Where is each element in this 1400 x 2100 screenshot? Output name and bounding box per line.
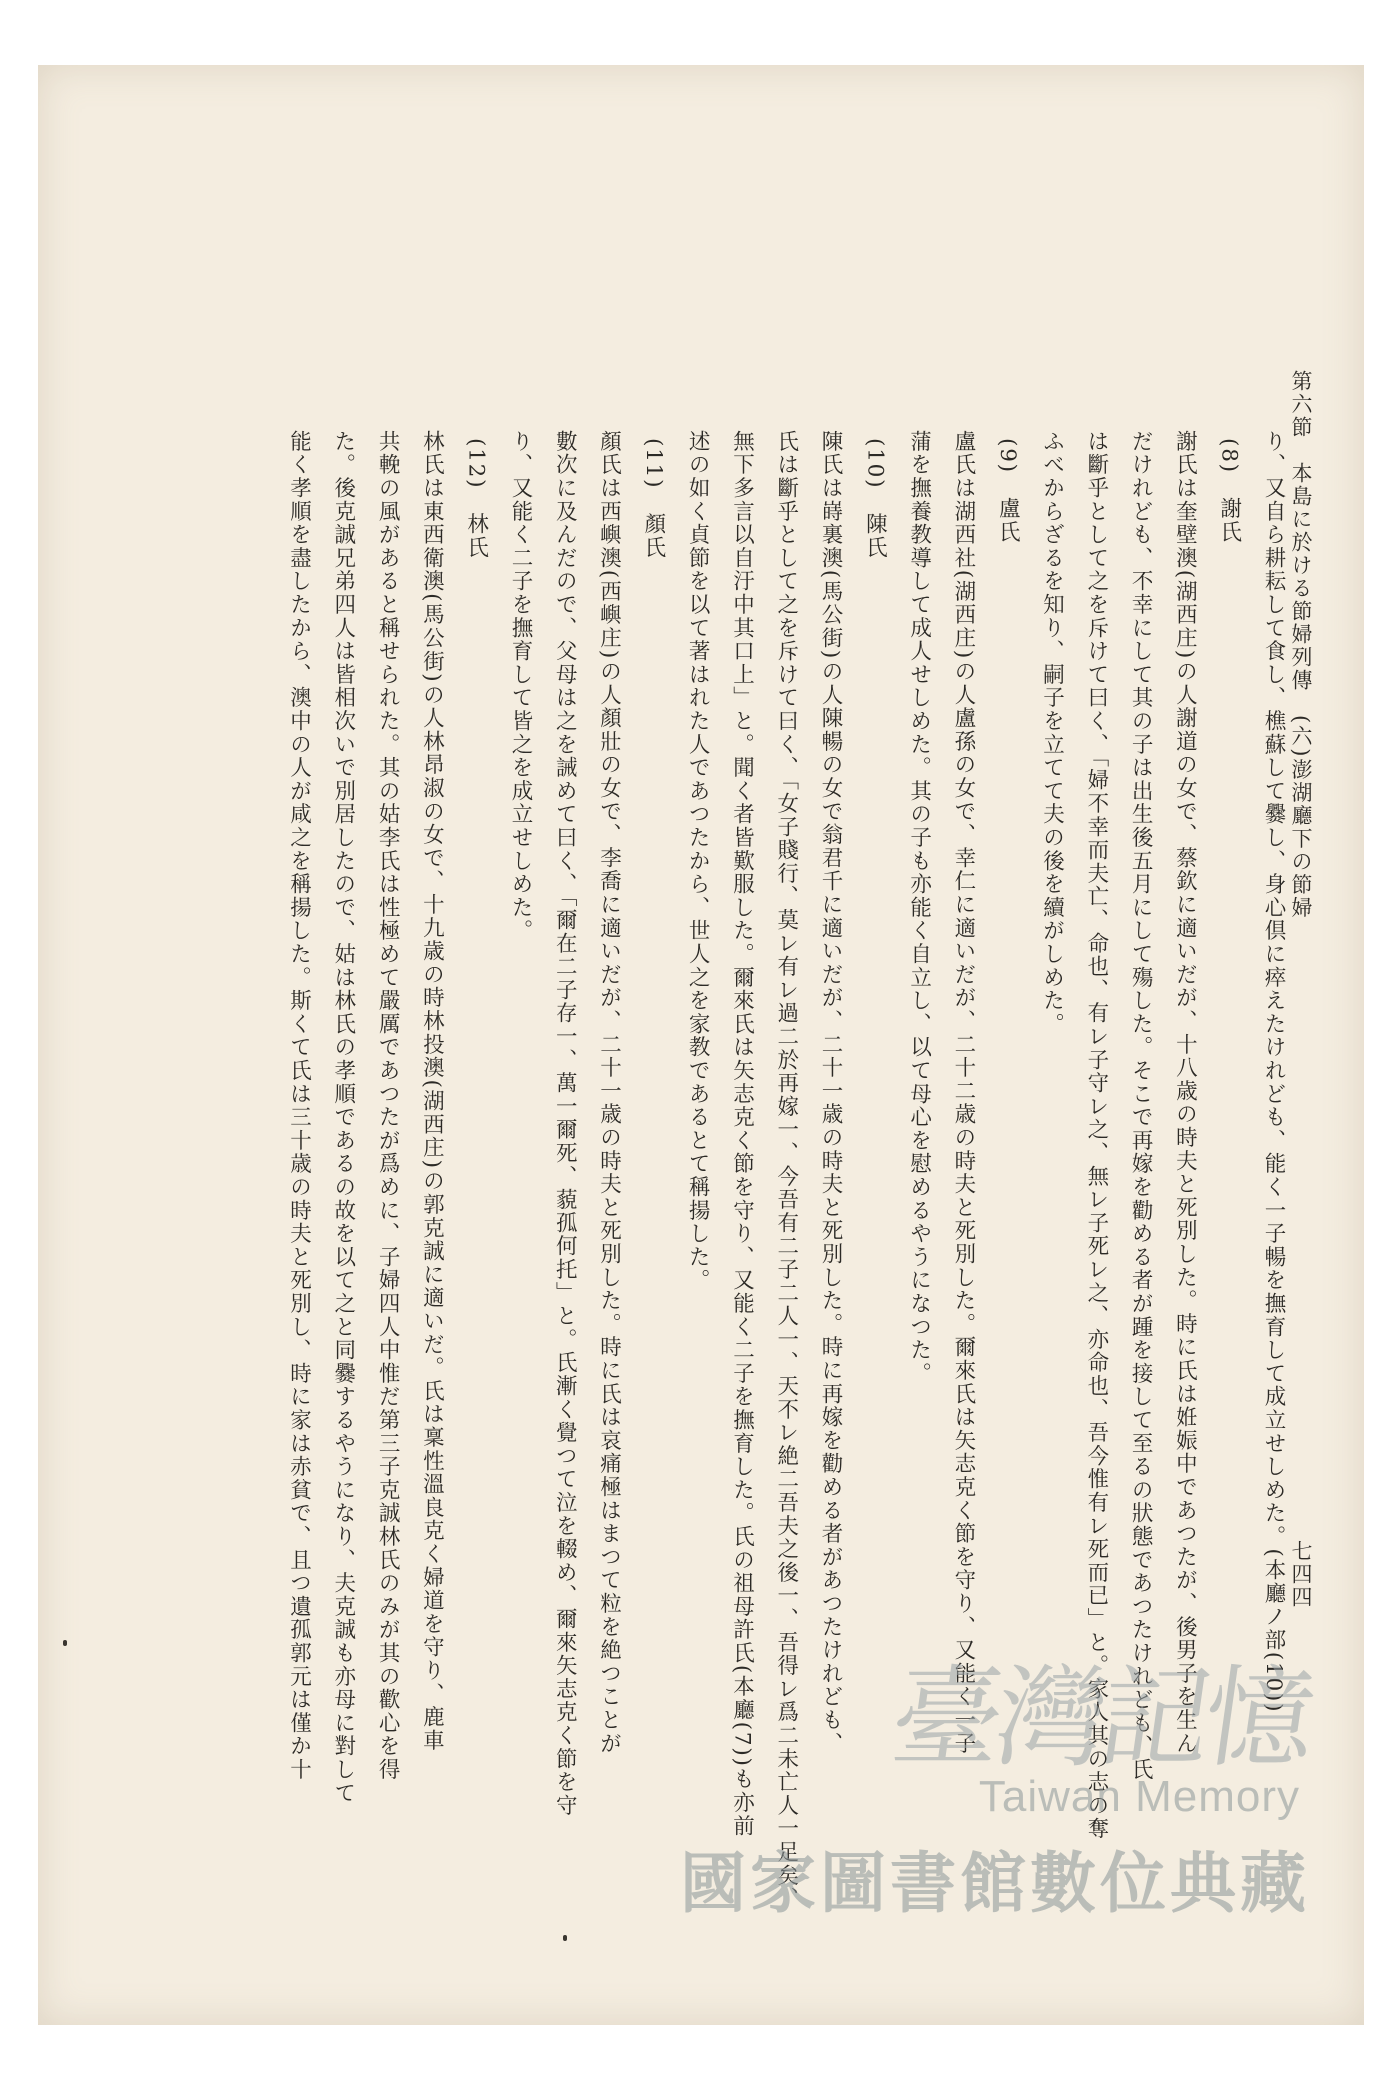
section-heading: (11) 顏氏 xyxy=(640,438,666,560)
text-line: だけれども、不幸にして其の子は出生後五月にして殤した。そこで再嫁を勸める者が踵を接して至るの狀態であつたけれども、氏 xyxy=(1128,430,1154,1782)
text-line: 盧氏は湖西社(湖西庄)の人盧孫の女で、幸仁に適いだが、二十二歳の時夫と死別した。爾來氏は矢志克く節を守り、又能く一子 xyxy=(950,430,976,1756)
text-line: た。後克誠兄弟四人は皆相次いで別居したので、姑は林氏の孝順であるの故を以て之と同爨するやうになり、夫克誠も亦母に對して xyxy=(330,430,356,1805)
watermark-chinese: 國家圖書館數位典藏 xyxy=(680,1845,1310,1922)
text-line: 蒲を撫養教導して成人せしめた。其の子も亦能く自立し、以て母心を慰めるやうになつた。 xyxy=(906,430,932,1386)
section-heading: (12) 林氏 xyxy=(463,438,489,560)
ink-speck xyxy=(63,1640,67,1646)
running-header: 第六節 本島に於ける節婦列傳 (六)澎湖廳下の節婦 xyxy=(1289,370,1313,920)
text-line: は斷乎として之を斥けて曰く、「婦不幸而夫亡、命也、有レ子守レ之、無レ子死レ之、亦命也、吾今惟有レ死而已」と。家人其の志の奪 xyxy=(1083,430,1109,1841)
text-line: 共輓の風があると稱せられた。其の姑李氏は性極めて嚴厲であつたが爲めに、子婦四人中惟だ第三子克誠林氏のみが其の歡心を得 xyxy=(375,430,401,1782)
text-line: 氏は斷乎として之を斥けて曰く、「女子賤行、莫レ有レ過二於再嫁一、今吾有二子二人一、天不レ絶二吾夫之後一、吾得レ爲二未亡人一足矣、 xyxy=(773,430,799,1911)
text-line: 能く孝順を盡したから、澳中の人が咸之を稱揚した。斯くて氏は三十歳の時夫と死別し、時に家は赤貧で、且つ遺孤郭元は僅か十 xyxy=(286,430,312,1782)
text-line: 無下多言以自汙中其口上」と。聞く者皆歎服した。爾來氏は矢志克く節を守り、又能く二子を撫育した。氏の祖母許氏(本廳(7))も亦前 xyxy=(729,430,755,1838)
text-line: ふべからざるを知り、嗣子を立てて夫の後を續がしめた。 xyxy=(1039,430,1065,1036)
page-number: 七四四 xyxy=(1289,1540,1313,1609)
text-line: り、又自ら耕耘して食し、樵蘇して爨し、身心倶に瘁えたけれども、能く一子暢を撫育して成立せしめた。(本廳ノ部(10)) xyxy=(1261,430,1286,1714)
watermark-logo: 臺灣記憶 xyxy=(883,1654,1318,1782)
text-line: 數次に及んだので、父母は之を誡めて曰く、「爾在二子存一、萬一爾死、藐孤何托」と。氏漸く覺つて泣を輟め、爾來矢志克く節を守 xyxy=(552,430,578,1818)
text-line: 林氏は東西衛澳(馬公街)の人林昂淑の女で、十九歳の時林投澳(湖西庄)の郭克誠に適いだ。氏は稟性溫良克く婦道を守り、鹿車 xyxy=(419,430,445,1753)
section-heading: (8) 謝氏 xyxy=(1216,438,1242,544)
watermark-english: Taiwan Memory xyxy=(978,1772,1300,1821)
section-heading: (10) 陳氏 xyxy=(862,438,888,560)
text-line: 陳氏は嵵裏澳(馬公街)の人陳暢の女で翁君千に適いだが、二十一歳の時夫と死別した。時に再嫁を勸める者があつたけれども、 xyxy=(818,430,844,1756)
text-line: 顏氏は西嶼澳(西嶼庄)の人顏壯の女で、李喬に適いだが、二十一歳の時夫と死別した。時に氏は哀痛極はまつて粒を絶つことが xyxy=(596,430,622,1756)
watermark xyxy=(640,1630,1320,1960)
text-line: 謝氏は奎壁澳(湖西庄)の人謝道の女で、蔡欽に適いだが、十八歳の時夫と死別した。時に氏は姙娠中であつたが、後男子を生ん xyxy=(1172,430,1198,1756)
text-line: 述の如く貞節を以て著はれた人であつたから、世人之を家教であるとて稱揚した。 xyxy=(685,430,711,1293)
section-heading: (9) 盧氏 xyxy=(995,438,1021,544)
ink-speck xyxy=(563,1935,567,1941)
text-line: り、又能く二子を撫育して皆之を成立せしめた。 xyxy=(507,430,533,943)
